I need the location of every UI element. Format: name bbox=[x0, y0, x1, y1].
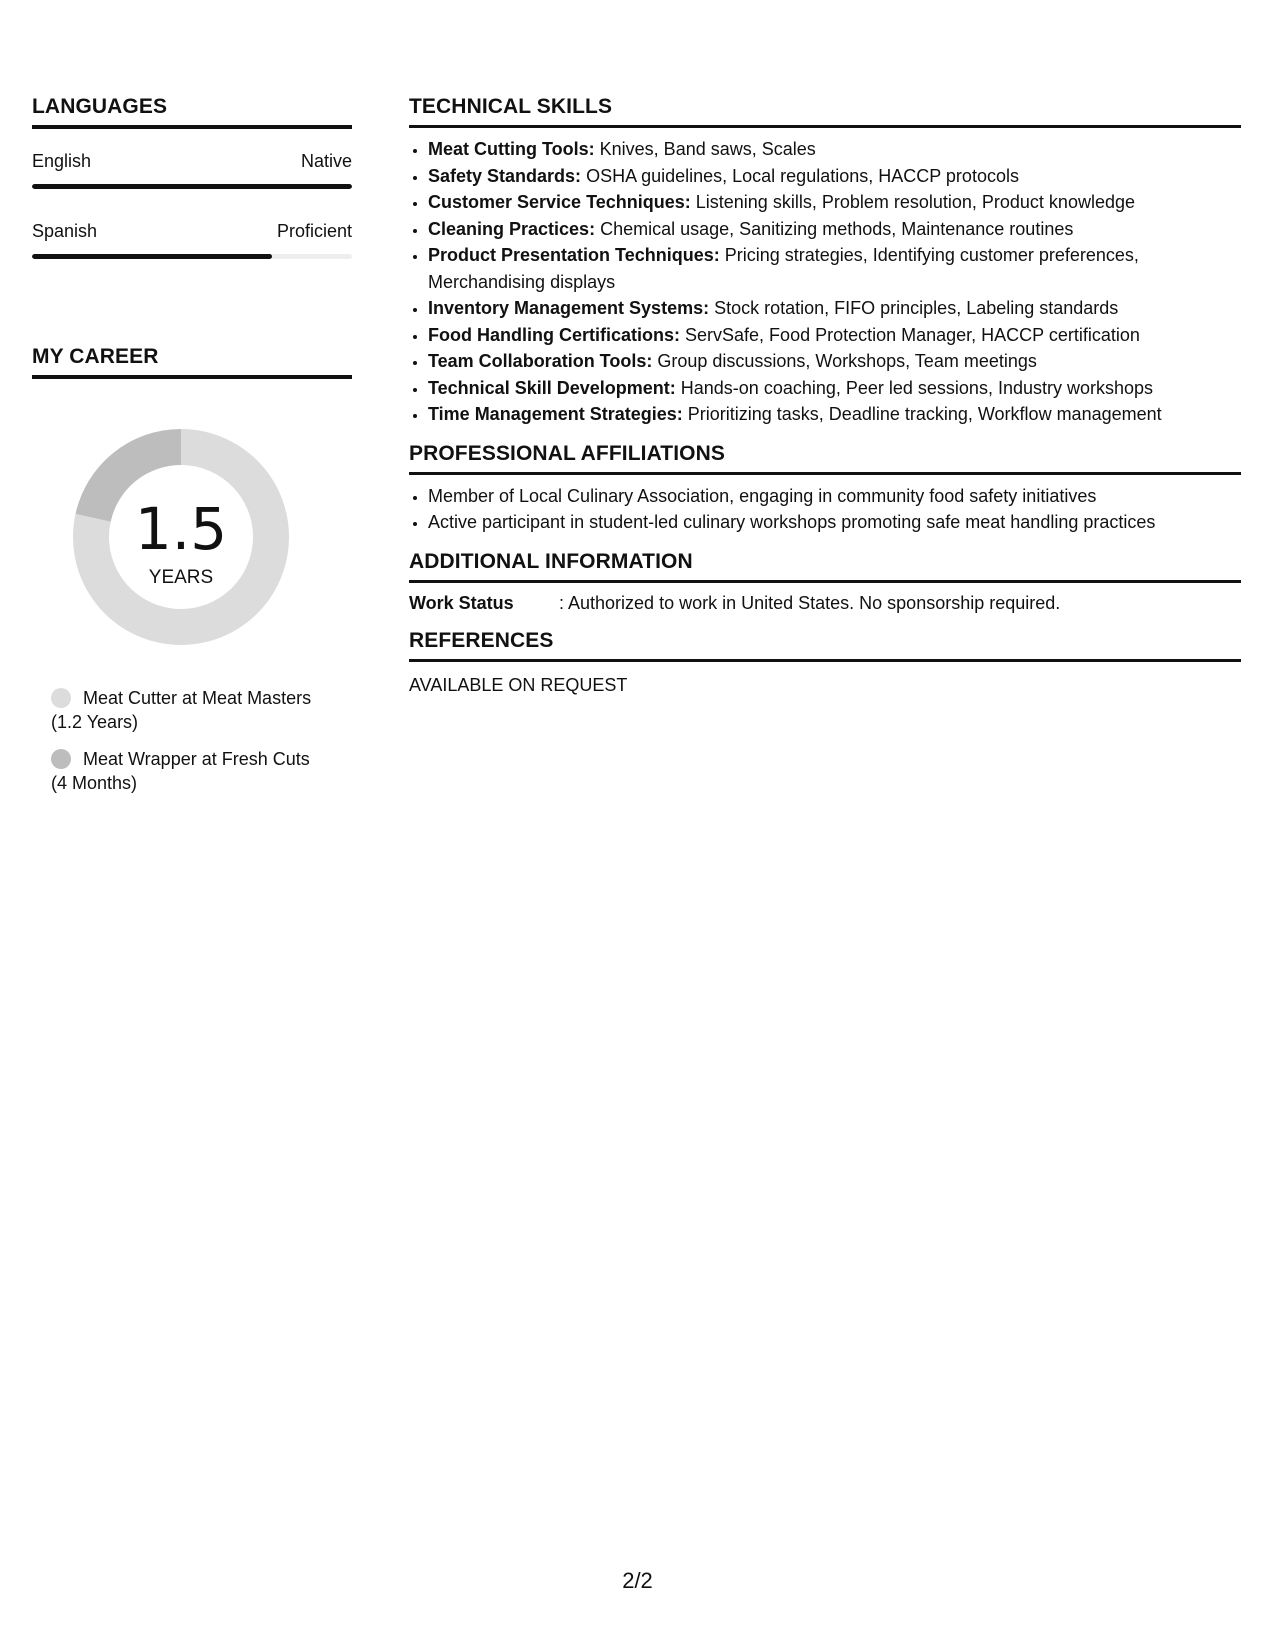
skill-details: Group discussions, Workshops, Team meetings bbox=[657, 351, 1037, 371]
affiliation-item: • Member of Local Culinary Association, engaging in community food safety initiatives bbox=[428, 483, 1241, 510]
technical-skills-section bbox=[409, 95, 1241, 428]
right-column bbox=[409, 95, 1241, 711]
skill-category: Safety Standards: bbox=[428, 165, 582, 186]
affiliations-list bbox=[409, 483, 1241, 536]
skill-item bbox=[428, 348, 1241, 375]
skill-item bbox=[428, 136, 1241, 163]
skill-category: Inventory Management Systems: bbox=[428, 298, 710, 318]
affiliation-item: • Active participant in student-led culinary workshops promoting safe meat handling practices bbox=[428, 509, 1241, 536]
career-job-label: Meat Wrapper at Fresh Cuts bbox=[83, 749, 310, 769]
career-legend-item bbox=[51, 686, 352, 734]
language-bar bbox=[32, 254, 352, 259]
skill-details: Prioritizing tasks, Deadline tracking, Workflow management bbox=[687, 404, 1162, 424]
technical-skills-list bbox=[409, 136, 1241, 428]
skill-category: Customer Service Techniques: bbox=[428, 192, 691, 212]
skill-category: Technical Skill Development: bbox=[428, 377, 676, 398]
skill-details: Chemical usage, Sanitizing methods, Maintenance routines bbox=[600, 218, 1074, 239]
skill-item bbox=[428, 216, 1241, 243]
career-job-label: Meat Cutter at Meat Masters bbox=[83, 688, 312, 708]
technical-skills-heading: TECHNICAL SKILLS bbox=[409, 95, 1241, 128]
skill-item bbox=[428, 401, 1241, 428]
legend-swatch bbox=[51, 749, 71, 769]
language-name: Spanish bbox=[32, 221, 98, 241]
career-job-duration: (1.2 Years) bbox=[51, 712, 139, 732]
language-bar-fill bbox=[32, 254, 272, 259]
languages-heading: LANGUAGES bbox=[32, 95, 352, 129]
page-number: 2/2 bbox=[622, 1568, 653, 1593]
skill-item bbox=[428, 295, 1241, 322]
skill-category: Cleaning Practices: bbox=[428, 218, 596, 239]
work-status-label: Work Status bbox=[409, 592, 514, 613]
additional-info-heading: ADDITIONAL INFORMATION bbox=[409, 550, 1241, 583]
left-column bbox=[32, 95, 352, 808]
skill-category: Time Management Strategies: bbox=[428, 404, 683, 424]
skill-item bbox=[428, 242, 1241, 295]
skill-details: Stock rotation, FIFO principles, Labeling standards bbox=[714, 298, 1119, 318]
skill-item bbox=[428, 163, 1241, 190]
references-section bbox=[409, 629, 1241, 697]
language-name: English bbox=[32, 151, 92, 171]
skill-details: OSHA guidelines, Local regulations, HACCP protocols bbox=[586, 165, 1019, 186]
career-total-value: 1.5 bbox=[134, 495, 228, 563]
legend-swatch bbox=[51, 688, 71, 708]
additional-info-section bbox=[409, 550, 1241, 615]
skill-details: Pricing strategies, Identifying customer preferences, Merchandising displays bbox=[428, 245, 1139, 292]
language-level: Proficient bbox=[276, 221, 352, 241]
career-heading: MY CAREER bbox=[32, 345, 352, 379]
career-legend bbox=[32, 686, 352, 795]
skill-details: Knives, Band saws, Scales bbox=[599, 139, 816, 159]
career-job-duration: (4 Months) bbox=[51, 773, 138, 793]
career-total-unit: YEARS bbox=[148, 567, 214, 588]
references-text: AVAILABLE ON REQUEST bbox=[409, 674, 628, 695]
language-bar-fill bbox=[32, 184, 352, 189]
skill-category: Meat Cutting Tools: bbox=[428, 139, 595, 159]
skill-details: Hands-on coaching, Peer led sessions, Industry workshops bbox=[680, 377, 1154, 398]
career-donut-chart bbox=[66, 422, 296, 652]
skill-category: Food Handling Certifications: bbox=[428, 324, 680, 345]
skill-item bbox=[428, 189, 1241, 216]
language-level: Native bbox=[300, 151, 352, 171]
career-legend-item bbox=[51, 747, 352, 795]
skill-details: ServSafe, Food Protection Manager, HACCP certification bbox=[685, 324, 1140, 345]
language-item bbox=[32, 129, 352, 199]
work-status-row bbox=[409, 591, 1241, 615]
skill-item bbox=[428, 375, 1241, 402]
skill-category: Product Presentation Techniques: bbox=[428, 245, 720, 265]
affiliations-section bbox=[409, 442, 1241, 536]
language-bar bbox=[32, 184, 352, 189]
skill-details: Listening skills, Problem resolution, Product knowledge bbox=[695, 192, 1135, 212]
language-item bbox=[32, 199, 352, 269]
references-heading: REFERENCES bbox=[409, 629, 1241, 662]
skill-category: Team Collaboration Tools: bbox=[428, 351, 653, 371]
skill-item bbox=[428, 322, 1241, 349]
work-status-value: : Authorized to work in United States. No sponsorship required. bbox=[559, 592, 1061, 613]
affiliations-heading: PROFESSIONAL AFFILIATIONS bbox=[409, 442, 1241, 475]
